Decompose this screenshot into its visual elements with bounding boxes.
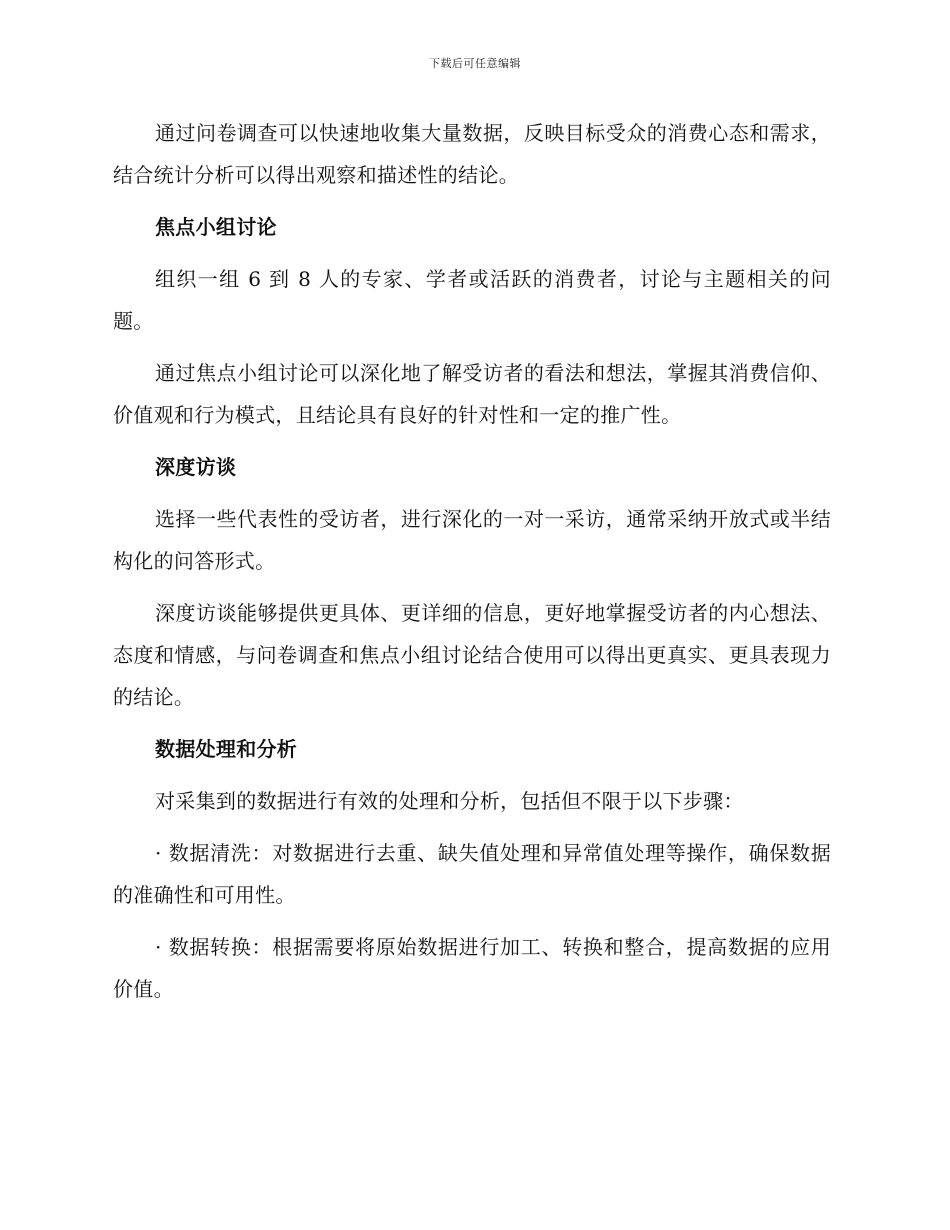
paragraph-focus-group-benefits: 通过焦点小组讨论可以深化地了解受访者的看法和想法，掌握其消费信仰、价值观和行为模式，且结论具有良好的针对性和一定的推广性。 [113,361,831,427]
heading-data-processing: 数据处理和分析 [155,737,298,761]
paragraph-questionnaire-summary: 通过问卷调查可以快速地收集大量数据，反映目标受众的消费心态和需求，结合统计分析可以得出观察和描述性的结论。 [113,121,831,187]
document-body [113,112,831,1020]
heading-in-depth-interview: 深度访谈 [155,455,237,479]
paragraph-focus-group-setup: 组织一组 6 到 8 人的专家、学者或活跃的消费者，讨论与主题相关的问题。 [113,267,831,333]
list-item-data-transformation: · 数据转换：根据需要将原始数据进行加工、转换和整合，提高数据的应用价值。 [113,935,831,1001]
heading-focus-group: 焦点小组讨论 [155,215,277,239]
paragraph-processing-intro: 对采集到的数据进行有效的处理和分析，包括但不限于以下步骤： [155,789,744,813]
page-header-note: 下载后可任意编辑 [429,57,521,70]
list-item-data-cleaning: · 数据清洗：对数据进行去重、缺失值处理和异常值处理等操作，确保数据的准确性和可用性。 [113,841,831,907]
paragraph-interview-benefits: 深度访谈能够提供更具体、更详细的信息，更好地掌握受访者的内心想法、态度和情感，与问卷调查和焦点小组讨论结合使用可以得出更真实、更具表现力的结论。 [113,601,831,709]
paragraph-interview-method: 选择一些代表性的受访者，进行深化的一对一采访，通常采纳开放式或半结构化的问答形式。 [113,507,831,573]
